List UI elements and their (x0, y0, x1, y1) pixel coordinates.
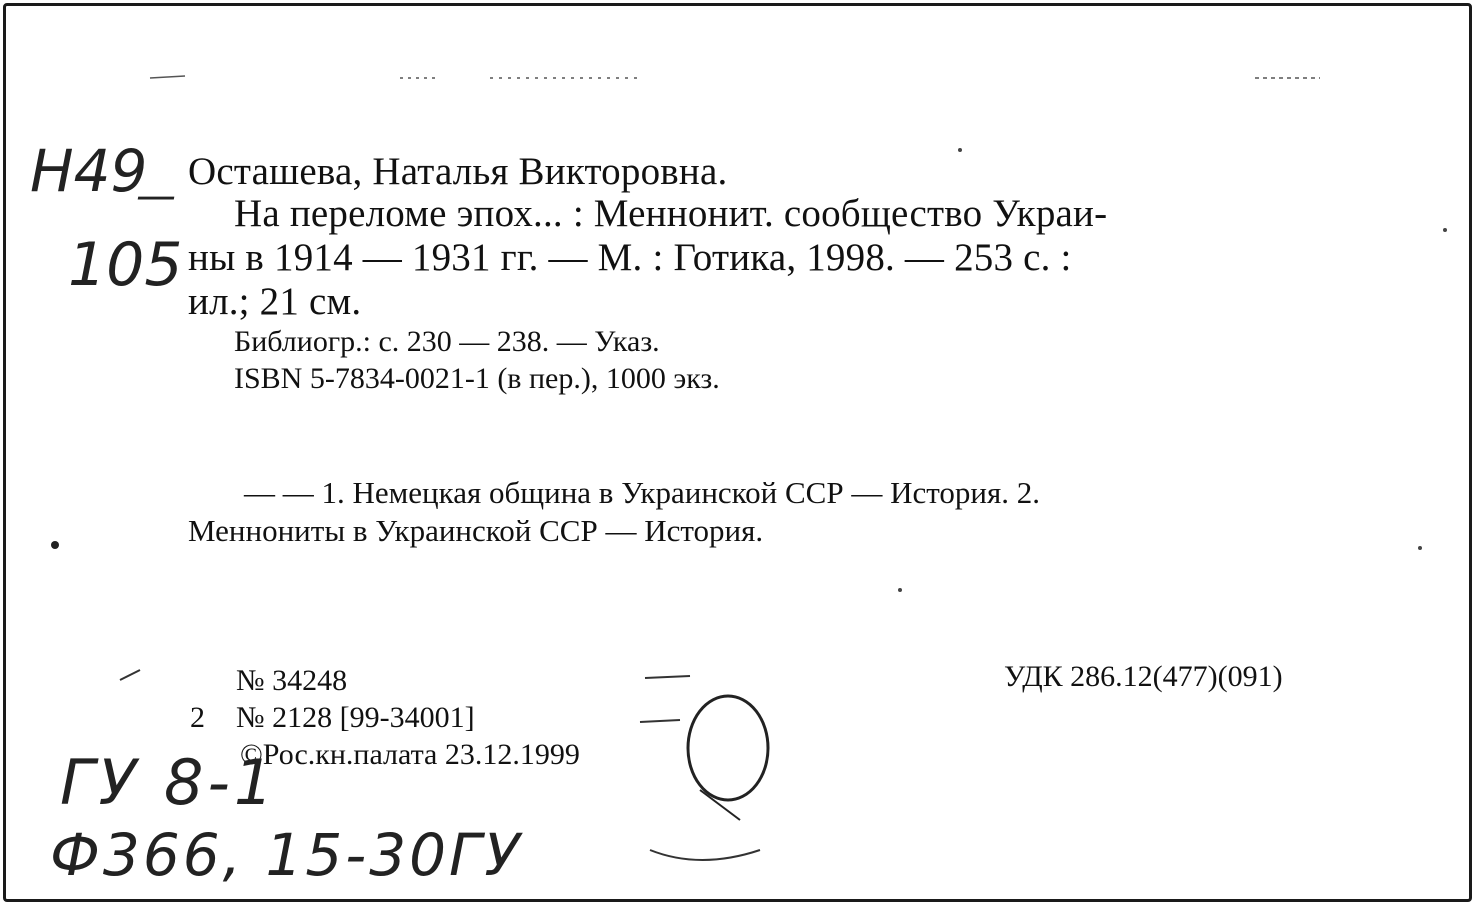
registration-number-2: № 2128 [99-34001] (236, 701, 475, 734)
udk-code: УДК 286.12(477)(091) (1004, 660, 1283, 693)
shelf-mark-top: Н49 (30, 137, 148, 205)
copyright-line: ©Рос.кн.палата 23.12.1999 (240, 738, 580, 771)
handwritten-mark-1: ГУ 8-1 (60, 746, 278, 819)
title-line-1: На переломе эпох... : Меннонит. сообщество Украи- (234, 192, 1108, 235)
subject-headings-line-2: Меннониты в Украинской ССР — История. (188, 513, 764, 548)
handwritten-mark-2: Ф366, 15-30ГУ (50, 821, 523, 889)
title-line-3: ил.; 21 см. (188, 280, 362, 323)
shelf-mark-dash: — (136, 173, 176, 219)
stamp-circle (688, 696, 768, 800)
bottom-swoosh (650, 850, 760, 860)
author-heading: Осташева, Наталья Викторовна. (188, 150, 728, 193)
title-line-2: ны в 1914 — 1931 гг. — М. : Готика, 1998. — 253 с. : (188, 236, 1072, 279)
registration-number: № 34248 (236, 664, 348, 697)
subject-headings-line-1: — — 1. Немецкая община в Украинской ССР — История. 2. (244, 475, 1040, 510)
isbn-note: ISBN 5-7834-0021-1 (в пер.), 1000 экз. (234, 362, 720, 395)
shelf-mark-bottom: 105 (68, 230, 183, 300)
bibliography-note: Библиогр.: с. 230 — 238. — Указ. (234, 325, 660, 358)
stamp-tail (700, 790, 740, 820)
registration-prefix: 2 (190, 701, 205, 734)
